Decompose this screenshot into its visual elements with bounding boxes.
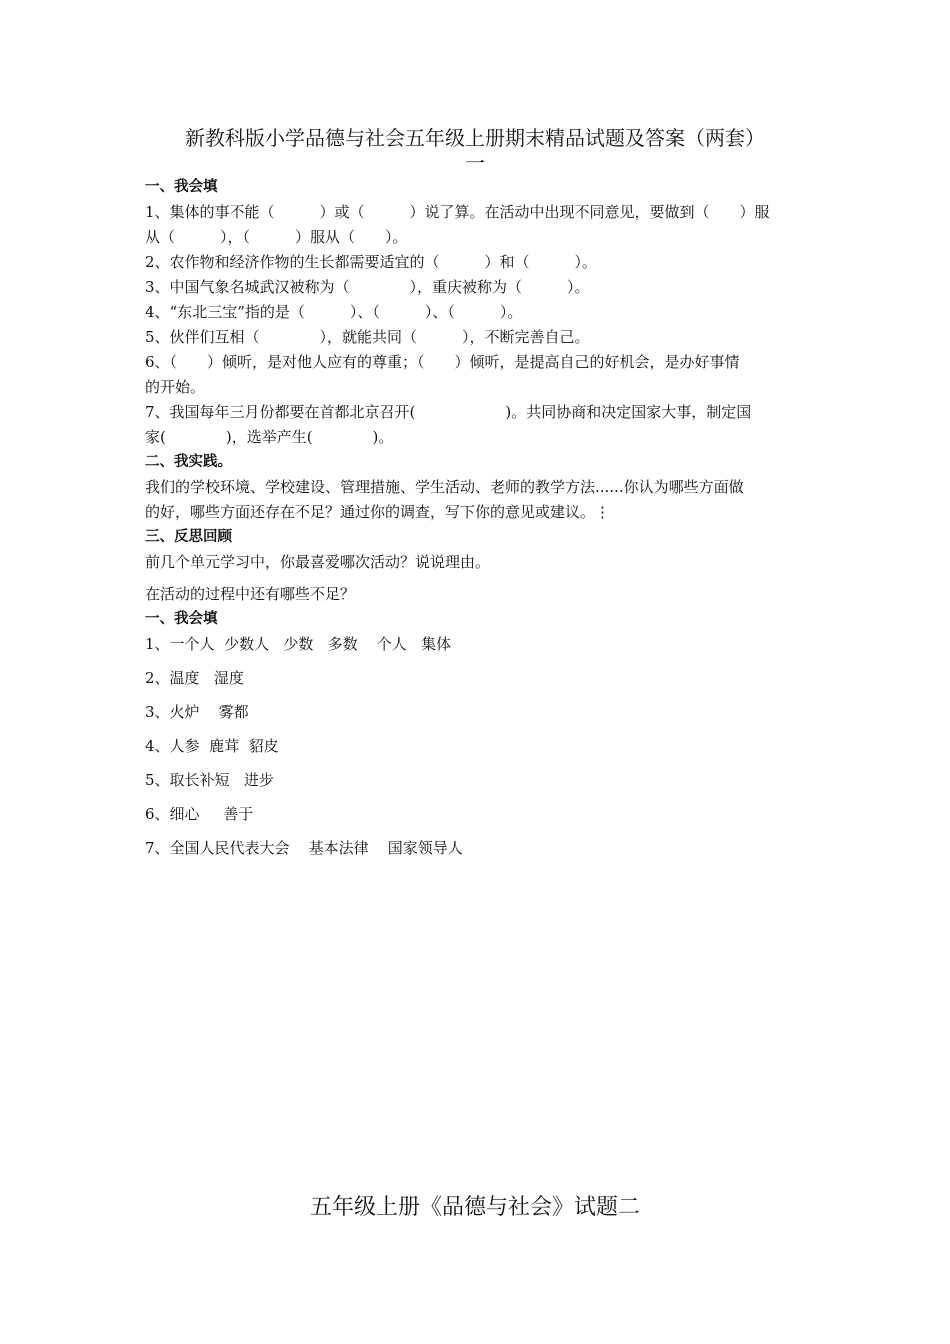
question-3: 3、中国气象名城武汉被称为（ ），重庆被称为（ ）。 (145, 278, 590, 296)
answer-list (145, 632, 807, 870)
reflection-followup (145, 582, 807, 632)
reflection-line-1: 前几个单元学习中，你最喜爱哪次活动？说说理由。 (145, 553, 491, 571)
answer-4: 4、人参 鹿茸 貂皮 (145, 737, 279, 755)
reflection-line-2: 在活动的过程中还有哪些不足？ (145, 585, 356, 603)
question-4: 4、“东北三宝”指的是（ ）、（ ）、（ ）。 (145, 303, 523, 321)
section-heading-practice: 二、我实践。 (145, 454, 232, 470)
document-title-continuation: 一 (465, 151, 485, 175)
question-6-line-2: 的开始。 (145, 378, 206, 396)
answer-1: 1、一个人 少数人 少数 多数 个人 集体 (145, 635, 452, 653)
question-7-line-2: 家( )，选举产生( )。 (145, 428, 394, 446)
answers-heading: 一、我会填 (145, 611, 218, 627)
question-1-line-1: 1、集体的事不能（ ）或（ ）说了算。在活动中出现不同意见，要做到（ ）服 (145, 203, 770, 221)
question-5: 5、伙伴们互相（ ），就能共同（ ），不断完善自己。 (145, 328, 590, 346)
question-1-line-2: 从（ ），（ ）服从（ ）。 (145, 228, 408, 246)
answer-6: 6、细心 善于 (145, 805, 254, 823)
second-test-title: 五年级上册《品德与社会》试题二 (309, 1195, 640, 1220)
section-heading-reflection: 三、反思回顾 (145, 529, 232, 545)
section-fill-in (145, 175, 807, 575)
answer-3: 3、火炉 雾都 (145, 703, 249, 721)
question-6-line-1: 6、（ ）倾听，是对他人应有的尊重；（ ）倾听，是提高自己的好机会，是办好事情 (145, 353, 740, 371)
question-7-line-1: 7、我国每年三月份都要在首都北京召开( )。共同协商和决定国家大事，制定国 (145, 403, 752, 421)
section-heading-fill-in: 一、我会填 (145, 179, 218, 195)
answer-2: 2、温度 湿度 (145, 669, 244, 687)
document-title: 新教科版小学品德与社会五年级上册期末精品试题及答案（两套） (185, 126, 765, 150)
practice-line-1: 我们的学校环境、学校建设、管理措施、学生活动、老师的教学方法......你认为哪些方面做 (145, 478, 744, 496)
answer-5: 5、取长补短 进步 (145, 771, 274, 789)
answer-7: 7、全国人民代表大会 基本法律 国家领导人 (145, 839, 463, 857)
question-2: 2、农作物和经济作物的生长都需要适宜的（ ）和（ ）。 (145, 253, 598, 271)
practice-line-2: 的好，哪些方面还存在不足？通过你的调查，写下你的意见或建议。⋮ (145, 503, 611, 521)
